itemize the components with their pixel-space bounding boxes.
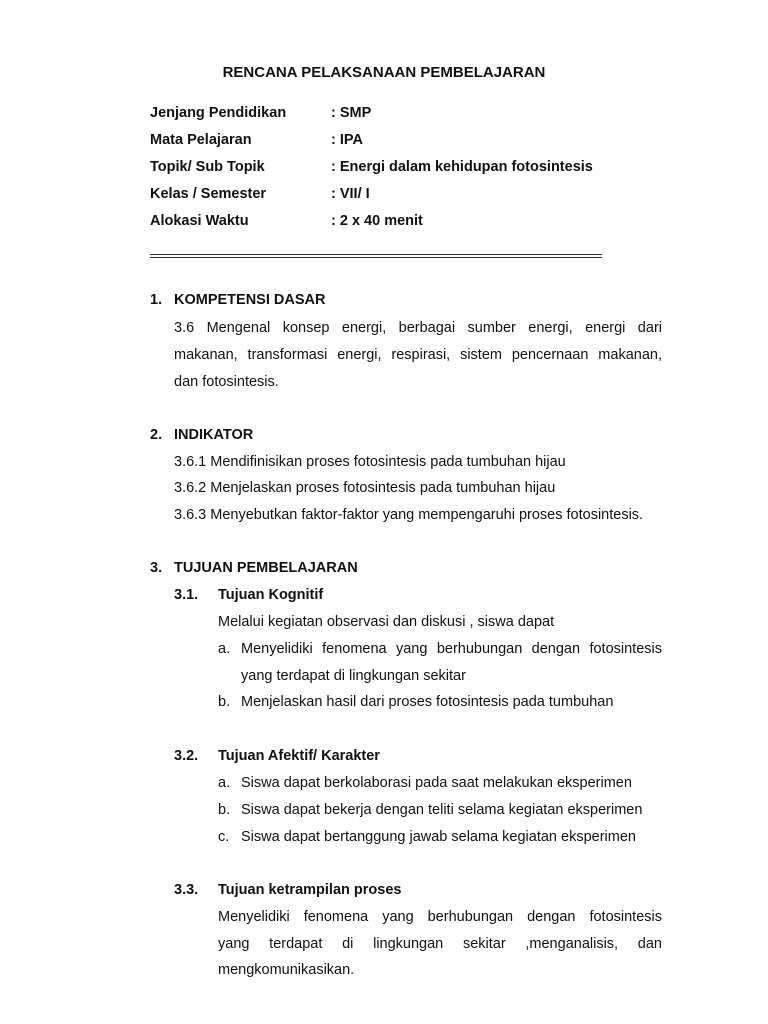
meta-label-topik: Topik/ Sub Topik (150, 159, 265, 175)
section-2-heading: INDIKATOR (174, 427, 254, 443)
subsection-3-3-line-1: Menyelidiki fenomena yang berhubungan dengan fotosintesis (218, 909, 662, 925)
section-1-line-3: dan fotosintesis. (174, 374, 279, 390)
subsection-3-3-heading: Tujuan ketrampilan proses (218, 882, 402, 898)
subsection-3-2-number: 3.2. (174, 748, 199, 764)
section-1-line-1: 3.6 Mengenal konsep energi, berbagai sumber energi, energi dari (174, 320, 662, 336)
indicator-item: 3.6.2 Menjelaskan proses fotosintesis pada tumbuhan hijau (174, 480, 556, 496)
list-item-line: Menjelaskan hasil dari proses fotosintesis pada tumbuhan (241, 694, 614, 710)
divider-rule-top (150, 254, 602, 255)
subsection-3-3-line-2: yang terdapat di lingkungan sekitar ,menganalisis, dan (218, 936, 662, 952)
meta-value-alokasi: : 2 x 40 menit (331, 213, 423, 229)
list-item: Siswa dapat bertanggung jawab selama kegiatan eksperimen (241, 829, 636, 845)
meta-label-jenjang: Jenjang Pendidikan (150, 105, 287, 121)
list-item-line: yang terdapat di lingkungan sekitar (241, 668, 466, 684)
subsection-3-1-heading: Tujuan Kognitif (218, 587, 324, 603)
subsection-3-3-line-3: mengkomunikasikan. (218, 962, 355, 978)
section-1-line-2: makanan, transformasi energi, respirasi, sistem pencernaan makanan, (174, 347, 662, 363)
subsection-3-1-intro: Melalui kegiatan observasi dan diskusi , siswa dapat (218, 614, 555, 630)
list-item: Siswa dapat bekerja dengan teliti selama kegiatan eksperimen (241, 802, 643, 818)
list-item-line: Menyelidiki fenomena yang berhubungan dengan fotosintesis (241, 641, 662, 657)
list-item: Siswa dapat berkolaborasi pada saat melakukan eksperimen (241, 775, 632, 791)
indicator-item: 3.6.3 Menyebutkan faktor-faktor yang mempengaruhi proses fotosintesis. (174, 507, 644, 523)
meta-label-alokasi: Alokasi Waktu (150, 213, 249, 229)
divider-rule-bottom (150, 257, 602, 258)
meta-label-mapel: Mata Pelajaran (150, 132, 252, 148)
indicator-item: 3.6.1 Mendifinisikan proses fotosintesis pada tumbuhan hijau (174, 454, 566, 470)
meta-label-kelas: Kelas / Semester (150, 186, 267, 202)
subsection-3-1-number: 3.1. (174, 587, 199, 603)
list-marker: a. (218, 641, 231, 657)
subsection-3-2-heading: Tujuan Afektif/ Karakter (218, 748, 380, 764)
list-marker: a. (218, 775, 231, 791)
subsection-3-3-number: 3.3. (174, 882, 199, 898)
meta-value-topik: : Energi dalam kehidupan fotosintesis (331, 159, 593, 175)
meta-value-jenjang: : SMP (331, 105, 372, 121)
meta-value-kelas: : VII/ I (331, 186, 370, 202)
document-title: RENCANA PELAKSANAAN PEMBELAJARAN (222, 64, 546, 81)
section-1-heading: KOMPETENSI DASAR (174, 292, 326, 308)
section-3-heading: TUJUAN PEMBELAJARAN (174, 560, 358, 576)
meta-value-mapel: : IPA (331, 132, 363, 148)
list-marker: b. (218, 694, 231, 710)
list-marker: b. (218, 802, 231, 818)
list-marker: c. (218, 829, 230, 845)
section-1-number: 1. (150, 292, 163, 308)
section-3-number: 3. (150, 560, 163, 576)
section-2-number: 2. (150, 427, 163, 443)
